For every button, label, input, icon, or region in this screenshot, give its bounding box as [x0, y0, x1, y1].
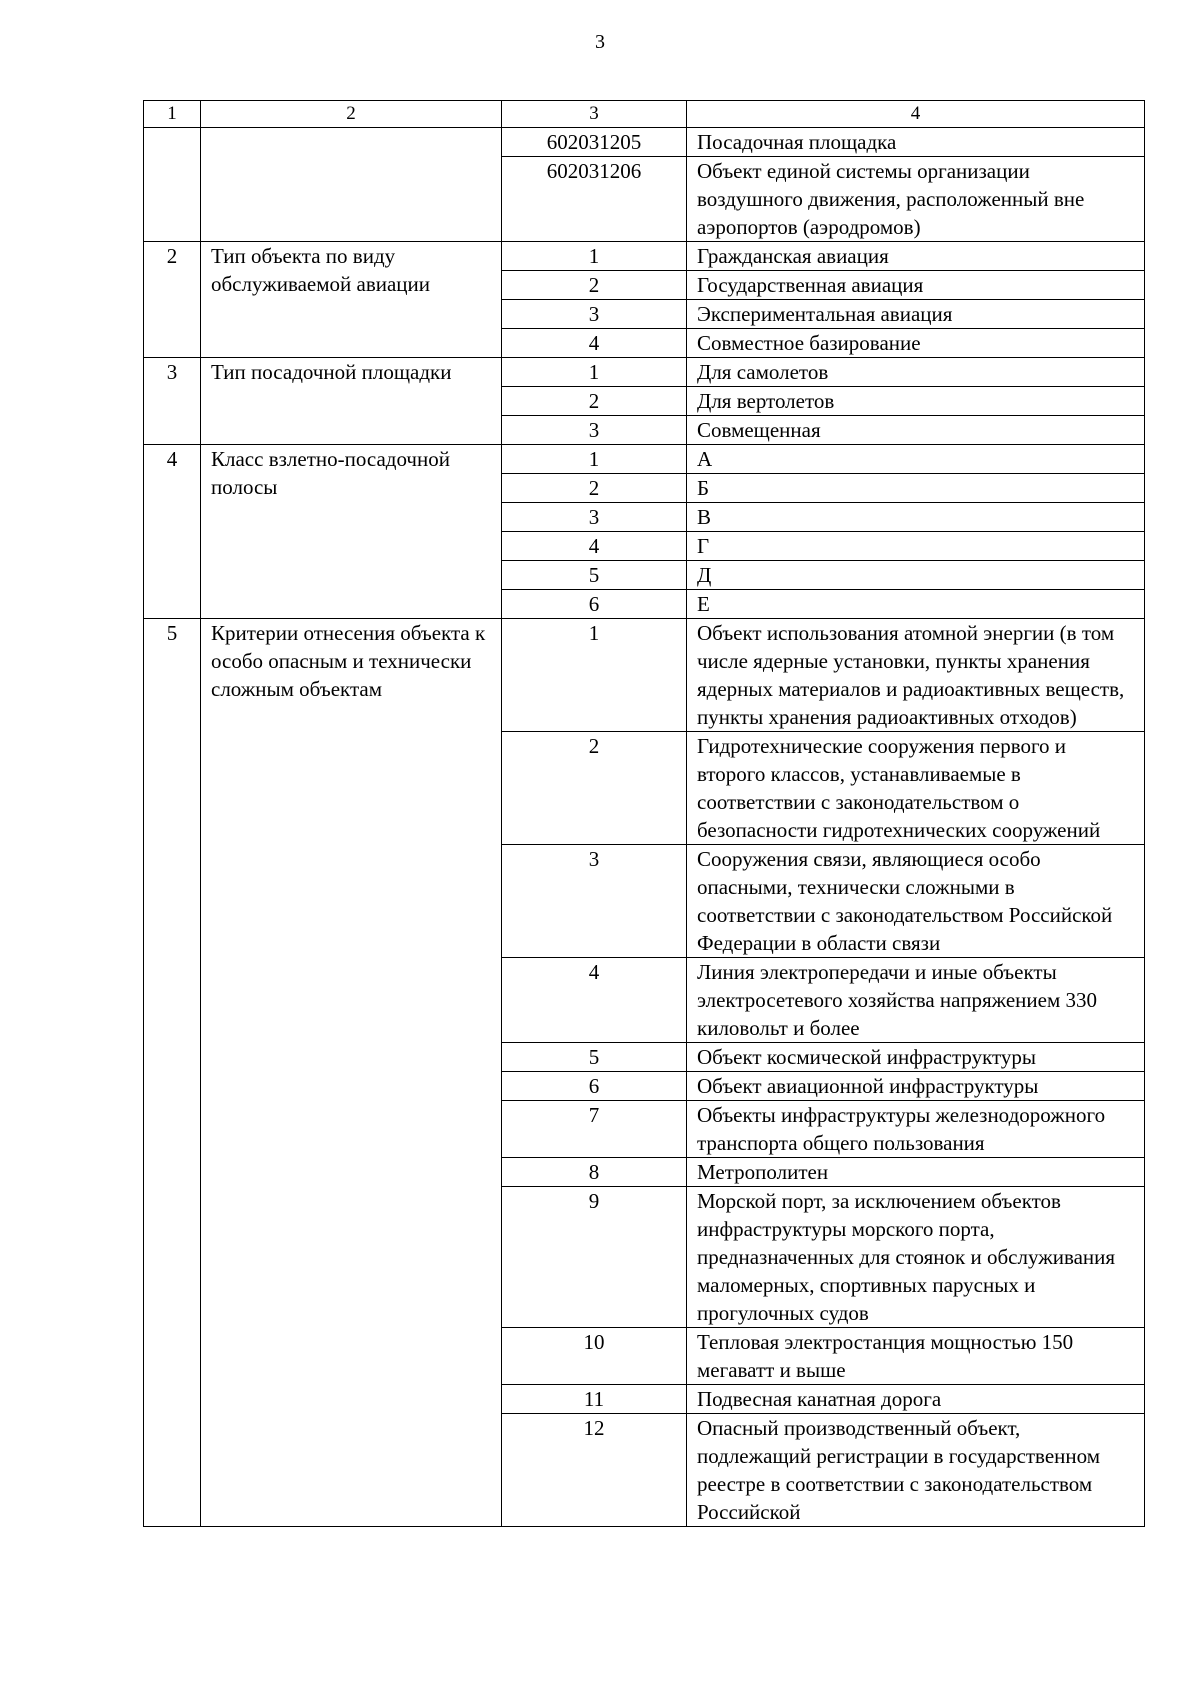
item-code: 2	[502, 387, 687, 416]
group-number: 3	[144, 358, 201, 445]
item-code: 8	[502, 1158, 687, 1187]
item-description: Объект космической инфраструктуры	[687, 1043, 1145, 1072]
item-description: Объект единой системы организации воздушного движения, расположенный вне аэропортов (аэродромов)	[687, 157, 1145, 242]
group-number: 2	[144, 242, 201, 358]
item-description: В	[687, 503, 1145, 532]
item-description: Для вертолетов	[687, 387, 1145, 416]
item-description: Морской порт, за исключением объектов инфраструктуры морского порта, предназначенных для стоянок и обслуживания маломерных, спортивных парусных и прогулочных судов	[687, 1187, 1145, 1328]
group-name: Тип объекта по виду обслуживаемой авиации	[201, 242, 502, 358]
group-name: Тип посадочной площадки	[201, 358, 502, 445]
table-row	[144, 358, 1145, 387]
header-col-2: 2	[201, 101, 502, 128]
item-description: Для самолетов	[687, 358, 1145, 387]
group-number: 5	[144, 619, 201, 1527]
group-name: Класс взлетно-посадочной полосы	[201, 445, 502, 619]
item-code: 602031206	[502, 157, 687, 242]
item-description: Объект использования атомной энергии (в том числе ядерные установки, пункты хранения ядерных материалов и радиоактивных веществ, пункты хранения радиоактивных отходов)	[687, 619, 1145, 732]
item-code: 3	[502, 416, 687, 445]
item-description: Опасный производственный объект, подлежащий регистрации в государственном реестре в соответствии с законодательством Российской	[687, 1414, 1145, 1527]
table-header-row	[144, 101, 1145, 128]
item-code: 5	[502, 561, 687, 590]
item-description: Подвесная канатная дорога	[687, 1385, 1145, 1414]
item-code: 3	[502, 845, 687, 958]
item-code: 11	[502, 1385, 687, 1414]
item-code: 4	[502, 532, 687, 561]
header-col-1: 1	[144, 101, 201, 128]
item-description: Метрополитен	[687, 1158, 1145, 1187]
table-row	[144, 619, 1145, 732]
item-description: Гидротехнические сооружения первого и второго классов, устанавливаемые в соответствии с законодательством о безопасности гидротехнических сооружений	[687, 732, 1145, 845]
item-description: Д	[687, 561, 1145, 590]
item-code: 2	[502, 732, 687, 845]
item-description: Тепловая электростанция мощностью 150 мегаватт и выше	[687, 1328, 1145, 1385]
item-code: 6	[502, 590, 687, 619]
item-code: 4	[502, 958, 687, 1043]
item-description: Линия электропередачи и иные объекты электросетевого хозяйства напряжением 330 киловольт и более	[687, 958, 1145, 1043]
item-code: 2	[502, 474, 687, 503]
table-row	[144, 445, 1145, 474]
group-number	[144, 128, 201, 242]
group-name: Критерии отнесения объекта к особо опасным и технически сложным объектам	[201, 619, 502, 1527]
item-description: Совмещенная	[687, 416, 1145, 445]
item-description: Экспериментальная авиация	[687, 300, 1145, 329]
item-code: 7	[502, 1101, 687, 1158]
table-row	[144, 128, 1145, 157]
item-description: Объект авиационной инфраструктуры	[687, 1072, 1145, 1101]
item-description: А	[687, 445, 1145, 474]
item-code: 3	[502, 503, 687, 532]
table-row	[144, 242, 1145, 271]
item-description: Объекты инфраструктуры железнодорожного транспорта общего пользования	[687, 1101, 1145, 1158]
item-description: Гражданская авиация	[687, 242, 1145, 271]
item-description: Государственная авиация	[687, 271, 1145, 300]
classifier-table	[143, 100, 1145, 1527]
item-code: 602031205	[502, 128, 687, 157]
item-code: 4	[502, 329, 687, 358]
item-description: Сооружения связи, являющиеся особо опасными, технически сложными в соответствии с законодательством Российской Федерации в области связи	[687, 845, 1145, 958]
group-name	[201, 128, 502, 242]
item-code: 9	[502, 1187, 687, 1328]
page-number: 3	[595, 31, 605, 53]
item-code: 1	[502, 358, 687, 387]
group-number: 4	[144, 445, 201, 619]
item-description: Г	[687, 532, 1145, 561]
header-col-3: 3	[502, 101, 687, 128]
item-code: 12	[502, 1414, 687, 1527]
item-code: 6	[502, 1072, 687, 1101]
item-description: Посадочная площадка	[687, 128, 1145, 157]
item-code: 1	[502, 445, 687, 474]
header-col-4: 4	[687, 101, 1145, 128]
item-code: 5	[502, 1043, 687, 1072]
item-code: 2	[502, 271, 687, 300]
item-description: Е	[687, 590, 1145, 619]
item-code: 10	[502, 1328, 687, 1385]
item-code: 3	[502, 300, 687, 329]
item-code: 1	[502, 619, 687, 732]
item-description: Совместное базирование	[687, 329, 1145, 358]
item-code: 1	[502, 242, 687, 271]
item-description: Б	[687, 474, 1145, 503]
